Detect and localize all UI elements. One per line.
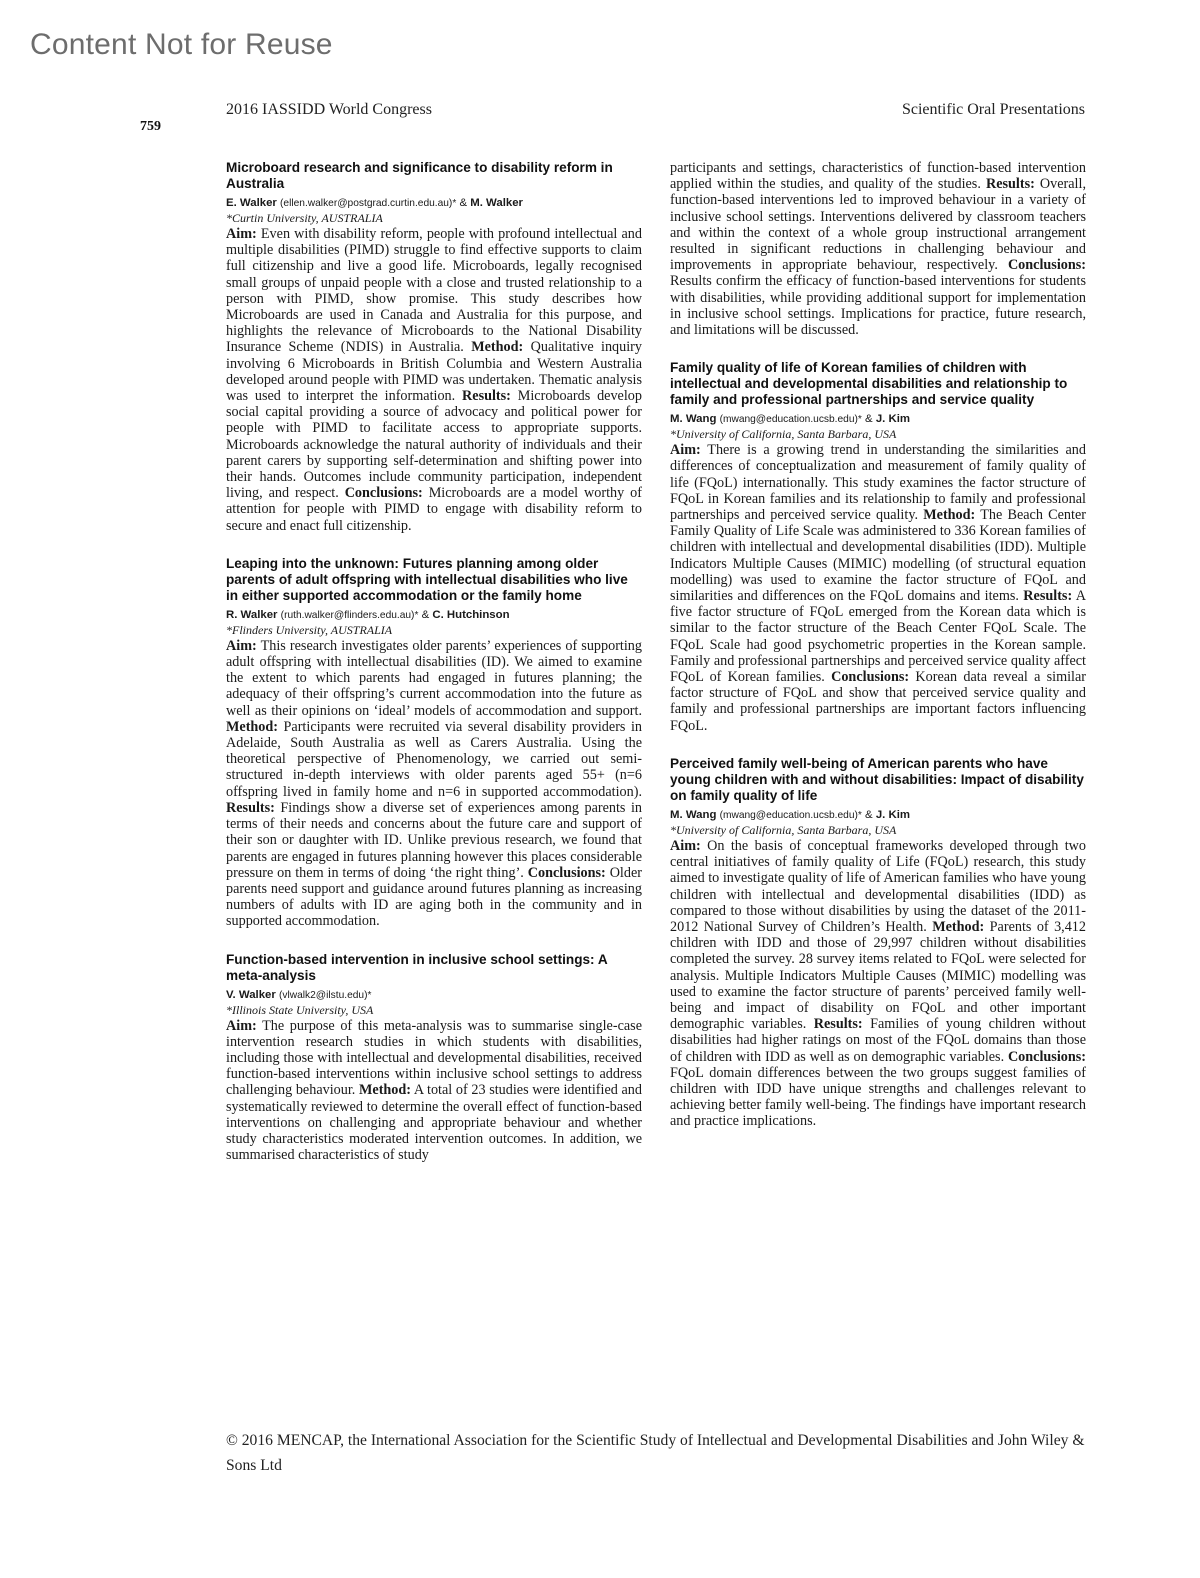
section-label: Aim: (670, 442, 701, 459)
author-name: M. Wang (670, 413, 717, 426)
abstract-title: Family quality of life of Korean families of children with intellectual and developmental disabilities and relationship to family and professional partnerships and service quality (670, 360, 1068, 408)
running-head-left: 2016 IASSIDD World Congress (226, 101, 432, 118)
running-head (226, 101, 1085, 119)
section-text: Overall, function-based interventions led to improved behaviour in a variety of inclusive school settings. Interventions delivered by classroom teachers and within the context of a whole group instructional arrangement resulted in significant reductions in challenging behaviour and improvements in appropriate behaviour, respectively. (670, 176, 1086, 274)
abstract-title: Function-based intervention in inclusive school settings: A meta-analysis (226, 951, 608, 983)
section-text: The Beach Center Family Quality of Life Scale was administered to 336 Korean families of children with intellectual and developmental disabilities (IDD). Multiple Indicators Multiple Causes (MIMIC) modelling (of structural equation modelling) was used to examine the factor structure of FQoL and similarities and differences on the FQoL domains and items. (670, 507, 1086, 605)
watermark: Content Not for Reuse (30, 28, 333, 61)
abstract-authors (226, 988, 642, 1003)
abstract-authors (226, 196, 642, 211)
section-label: Method: (226, 718, 279, 735)
section-label: Conclusions: (831, 669, 910, 686)
section-label: Results: (1023, 588, 1073, 605)
author-affiliation: *Illinois State University, USA (226, 1002, 374, 1017)
abstract-body (670, 838, 1086, 1130)
author-affiliation: *Flinders University, AUSTRALIA (226, 622, 393, 637)
section-label: Aim: (226, 1017, 257, 1034)
section-text: This research investigates older parents’ experiences of supporting adult offspring with intellectual disabilities (ID). We aimed to examine the extent to which parents had engaged in futures planning; the adequacy of their offspring’s current accommodation into the future as well as their opinions on ‘ideal’ models of accommodation and support. (226, 637, 642, 719)
section-text: Qualitative inquiry involving 6 Microboards in British Columbia and Western Australia developed around people with PIMD was undertaken. Thematic analysis was used to interpret the information. (226, 339, 642, 405)
copyright-footer: © 2016 MENCAP, the International Association for the Scientific Study of Intellectual and Developmental Disabilities and John Wiley & Sons Ltd (226, 1432, 1085, 1474)
abstract (226, 952, 642, 1164)
abstract (226, 556, 642, 930)
section-text: Even with disability reform, people with profound intellectual and multiple disabilities (PIMD) struggle to find effective supports to claim full citizenship and live a good life. Microboards, legally recognised small groups of unpaid people with a close and trusted relationship to a person with PIMD, show promise. This study describes how Microboards are used in Canada and Australia for this purpose, and highlights the relevance of Microboards to the National Disability Insurance Scheme (NDIS) in Australia. (226, 226, 642, 356)
section-label: Aim: (226, 637, 257, 654)
section-text: Korean data reveal a similar factor structure of FQoL and show that perceived service quality and family and professional partnerships are important factors influencing FQoL. (670, 669, 1087, 734)
abstract (670, 360, 1086, 734)
abstract-title: Leaping into the unknown: Futures planning among older parents of adult offspring with intellectual disabilities who live in either supported accommodation or the family home (226, 555, 628, 603)
abstract-body (226, 638, 642, 930)
section-text: A five factor structure of FQoL emerged from the Korean data which is similar to the factor structure of the Beach Center FQoL Scale. The FQoL Scale had good psychometric properties in the Korean sample. Family and professional partnerships and perceived service quality affect FQoL of Korean families. (670, 588, 1086, 686)
author-separator: & (418, 608, 433, 621)
abstract-columns (226, 160, 1086, 1185)
abstract (670, 160, 1086, 338)
author-name: C. Hutchinson (432, 608, 510, 621)
section-text: FQoL domain differences between the two groups suggest families of children with IDD have unique strengths and challenges relevant to achieving better family well-being. The findings have important research and practice implications. (670, 1064, 1086, 1130)
section-label: Method: (359, 1082, 412, 1099)
section-text: Participants were recruited via several disability providers in Adelaide, South Australia as well as Carers Australia. Using the theoretical perspective of Phenomenology, we carried out semi-structured in-depth interviews with older parents aged 55+ (n=6 offspring lived in family home and n=6 in supported accommodation). (226, 718, 642, 800)
right-column (670, 160, 1086, 1185)
author-name: E. Walker (226, 197, 277, 209)
author-name: V. Walker (226, 988, 276, 1001)
author-affiliation: *University of California, Santa Barbara, USA (670, 822, 897, 837)
author-email: (ellen.walker@postgrad.curtin.edu.au)* (280, 198, 457, 209)
section-label: Aim: (226, 226, 257, 242)
author-separator: & (456, 197, 471, 209)
abstract-authors (670, 412, 1086, 427)
abstract-title: Microboard research and significance to disability reform in Australia (226, 160, 613, 191)
author-separator: & (861, 413, 876, 426)
abstract-title: Perceived family well-being of American parents who have young children with and without disabilities: Impact of disability on family quality of life (670, 755, 1084, 803)
abstract-body (670, 160, 1086, 338)
section-text: The purpose of this meta-analysis was to summarise single-case intervention research studies in which students with disabilities, including those with intellectual and developmental disabilities, received function-based interventions within inclusive school settings to address challenging behaviour. (226, 1017, 642, 1099)
author-email: (ruth.walker@flinders.edu.au)* (280, 609, 419, 621)
section-text: Findings show a diverse set of experiences among parents in terms of their needs and concerns about the future care and support of their son or daughter with ID. Unlike previous research, we found that parents are engaged in futures planning however this places considerable pressure on them in terms of doing ‘the right thing’. (226, 799, 642, 881)
section-text: Microboards develop social capital providing a source of advocacy and political power for people with PIMD to facilitate access to appropriate supports. Microboards acknowledge the natural authority of individuals and their parent carers by supporting self-determination and shifting power into their hands. Outcomes include community participation, independent living, and respect. (226, 388, 642, 502)
abstract-body (226, 1018, 642, 1164)
author-name: M. Walker (470, 197, 523, 209)
section-text: Results confirm the efficacy of function-based interventions for students with disabilities, while providing additional support for implementation in inclusive school settings. Implications for practice, future research, and limitations will be discussed. (670, 273, 1086, 339)
author-name: M. Wang (670, 808, 717, 821)
section-text: Parents of 3,412 children with IDD and those of 29,997 children without disabilities completed the survey. 28 survey items related to FQoL were selected for analysis. Multiple Indicators Multiple Causes (MIMIC) modelling was used to examine the factor structure of parents’ perceived family well-being and impact of disability on FQoL and other important demographic variables. (670, 918, 1086, 1033)
page-number: 759 (140, 119, 161, 134)
section-text: A total of 23 studies were identified and systematically reviewed to determine the overall effect of function-based interventions on challenging and appropriate behaviour and whether study characteristics moderated intervention outcomes. In addition, we summarised characteristics of study (226, 1082, 642, 1164)
abstract (226, 160, 642, 534)
abstract-authors (226, 608, 642, 623)
section-label: Method: (471, 339, 524, 356)
section-label: Conclusions: (527, 864, 606, 881)
section-label: Results: (462, 388, 511, 405)
author-name: R. Walker (226, 608, 278, 621)
section-label: Results: (813, 1016, 863, 1033)
author-email: (vlwalk2@ilstu.edu)* (278, 989, 372, 1001)
author-affiliation: *Curtin University, AUSTRALIA (226, 211, 383, 225)
author-name: J. Kim (875, 808, 910, 821)
section-text: On the basis of conceptual frameworks developed through two central initiatives of family quality of Life (FQoL) research, this study aimed to investigate quality of life of American families who have young children with intellectual and developmental disabilities (IDD) as compared to those without disabilities by using the dataset of the 2011-2012 National Survey of Children’s Health. (670, 837, 1086, 935)
author-email: (mwang@education.ucsb.edu)* (719, 414, 862, 426)
author-separator: & (861, 808, 876, 821)
author-name: J. Kim (875, 413, 910, 426)
section-label: Conclusions: (1007, 1048, 1086, 1065)
section-label: Method: (932, 918, 985, 935)
left-column (226, 160, 642, 1185)
abstract-body (670, 442, 1086, 734)
section-label: Results: (226, 799, 275, 816)
section-text: Families of young children without disabilities had higher ratings on most of the FQoL domains than those of children with IDD as well as on demographic variables. (670, 1016, 1086, 1065)
section-label: Conclusions: (344, 485, 423, 502)
section-text: There is a growing trend in understanding the similarities and differences of conceptualization and measurement of family quality of life (FQoL) internationally. This study examines the factor structure of FQoL in Korean families and its relationship to family and professional partnerships and perceived service quality. (670, 442, 1086, 524)
abstract (670, 756, 1086, 1130)
section-label: Method: (923, 507, 976, 524)
section-text: Older parents need support and guidance around futures planning as increasing numbers of adults with ID are aging both in the community and in supported accommodation. (226, 864, 642, 930)
abstract-body (226, 226, 642, 534)
section-label: Conclusions: (1007, 257, 1086, 274)
section-label: Results: (985, 176, 1035, 193)
section-label: Aim: (670, 837, 701, 854)
author-affiliation: *University of California, Santa Barbara, USA (670, 427, 897, 442)
section-text: Microboards are a model worthy of attention for people with PIMD to engage with disability reform to secure and enact full citizenship. (226, 485, 642, 534)
author-email: (mwang@education.ucsb.edu)* (719, 809, 862, 821)
section-text: participants and settings, characteristics of function-based intervention applied within the studies, and quality of the studies. (670, 160, 1086, 193)
running-head-right: Scientific Oral Presentations (901, 101, 1085, 118)
abstract-authors (670, 808, 1086, 823)
